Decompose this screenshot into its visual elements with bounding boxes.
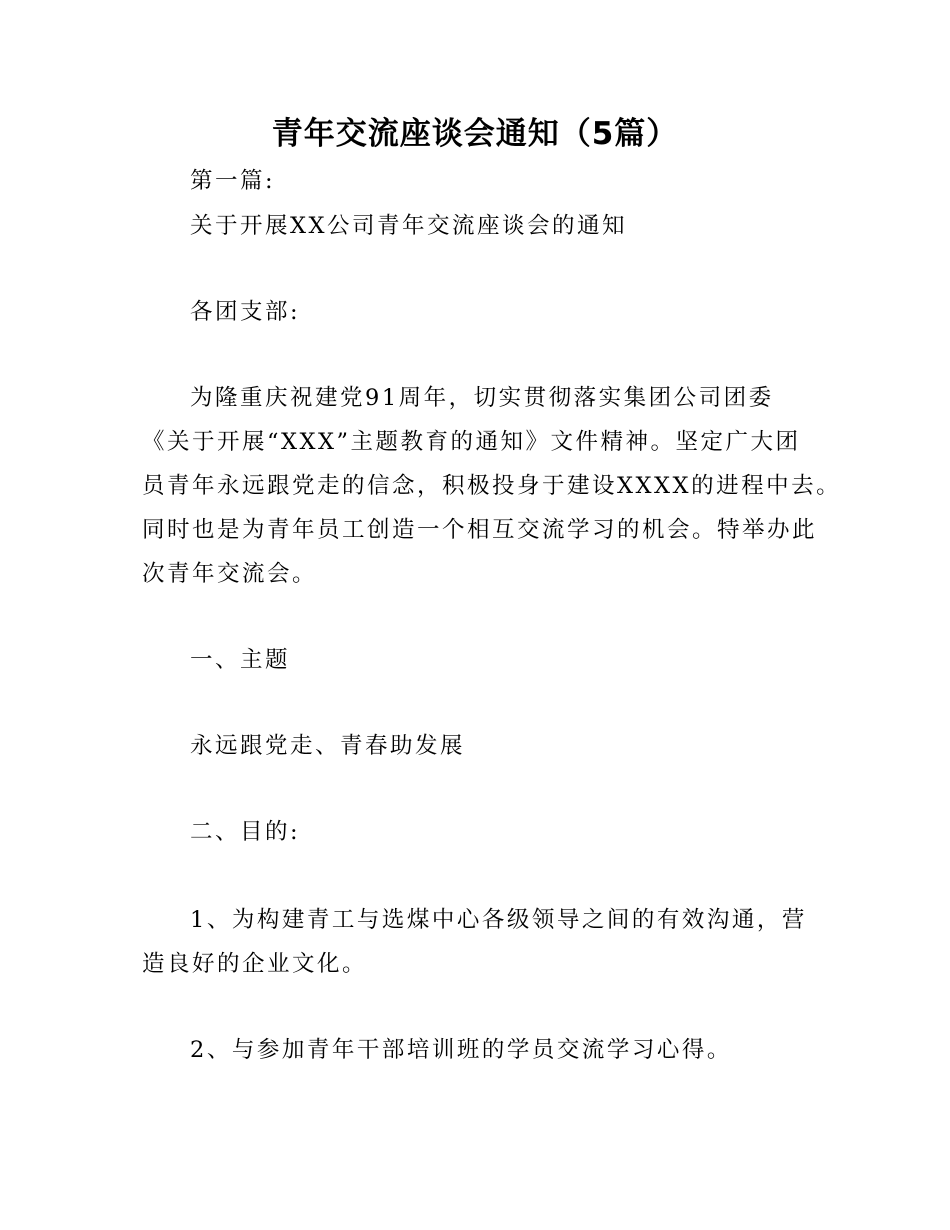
- paragraph-line: 次青年交流会。: [142, 561, 318, 587]
- document-title: 青年交流座谈会通知（5篇）: [271, 116, 679, 152]
- purpose-item-2: 2、与参加青年干部培训班的学员交流学习心得。: [190, 1037, 732, 1063]
- purpose-item-1-line: 造良好的企业文化。: [142, 951, 368, 977]
- notice-heading: 关于开展XX公司青年交流座谈会的通知: [190, 213, 628, 239]
- paragraph-line: 《关于开展“XXX”主题教育的通知》文件精神。坚定广大团: [142, 429, 801, 455]
- section-heading-purpose: 二、目的:: [190, 819, 301, 845]
- section-heading-theme: 一、主题: [190, 647, 291, 673]
- purpose-item-1-line: 1、为构建青工与选煤中心各级领导之间的有效沟通，营: [190, 907, 807, 933]
- section-label: 第一篇:: [190, 168, 276, 194]
- salutation: 各团支部:: [190, 299, 301, 325]
- theme-text: 永远跟党走、青春助发展: [190, 733, 466, 759]
- paragraph-line: 员青年永远跟党走的信念，积极投身于建设XXXX的进程中去。: [142, 473, 842, 499]
- paragraph-line: 同时也是为青年员工创造一个相互交流学习的机会。特举办此: [142, 517, 818, 543]
- paragraph-line: 为隆重庆祝建党91周年，切实贯彻落实集团公司团委: [190, 385, 774, 411]
